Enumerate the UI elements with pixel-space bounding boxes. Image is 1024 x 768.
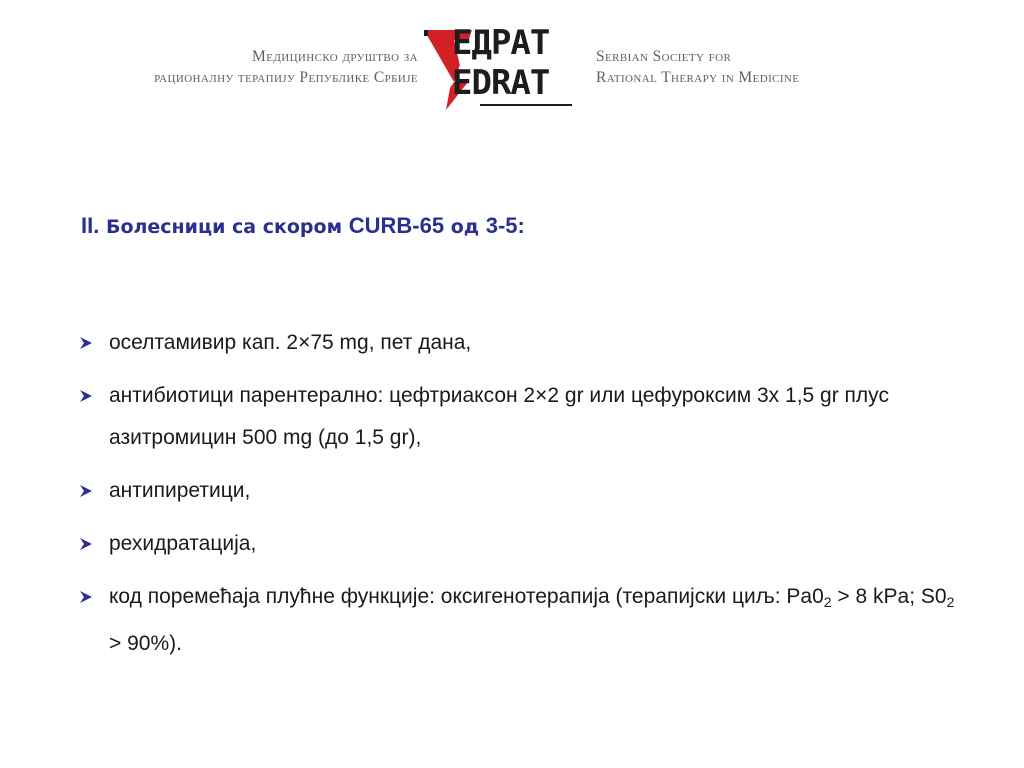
org-name-english-line1: Serbian Society for (596, 48, 732, 65)
list-item-text: рехидратација, (109, 532, 257, 555)
list-item-text: антипиретици, (109, 479, 251, 502)
list-item (78, 470, 958, 512)
list-item (78, 576, 958, 665)
list-item-text: антибиотици парентерално: цефтриаксон 2×2 gr или цефуроксим 3х 1,5 gr плус азитромицин 500 mg (до 1,5 gr), (109, 384, 889, 449)
list-item-text-c: > 90%). (109, 632, 182, 655)
logo-underline (480, 104, 572, 106)
subscript: 2 (946, 594, 955, 610)
list-item-text-a: код поремећаја плућне функције: оксигенотерапија (терапијски циљ: Pa0 (109, 585, 824, 608)
arrowhead-bullet-icon (78, 387, 94, 405)
arrowhead-bullet-icon (78, 482, 94, 500)
heading-text-2: од (444, 216, 486, 238)
logo-text-cyrillic: ЕДРАТ (452, 23, 550, 63)
org-name-serbian (154, 46, 418, 88)
arrowhead-bullet-icon (78, 535, 94, 553)
header (0, 0, 1024, 120)
heading-roman-numeral: II. (81, 213, 100, 238)
list-item-text-b: > 8 kPa; S0 (831, 585, 947, 608)
list-item-text (109, 585, 954, 655)
heading-text-1: Болесници са скором (99, 216, 349, 238)
org-name-english-line2: Rational Therapy in Medicine (596, 69, 800, 86)
subscript: 2 (823, 594, 832, 610)
org-name-english (596, 46, 799, 88)
list-item (78, 322, 958, 364)
org-name-serbian-line2: рационалну терапију Републике Србије (154, 69, 418, 86)
heading-score-name: CURB-65 (348, 213, 445, 238)
list-item-text: оселтамивир кап. 2×75 mg, пет дана, (109, 331, 472, 354)
list-item (78, 375, 958, 459)
arrowhead-bullet-icon (78, 334, 94, 352)
section-heading (81, 213, 525, 239)
treatment-list (78, 322, 958, 676)
logo-text-latin: EDRAT (452, 63, 550, 103)
list-item (78, 523, 958, 565)
org-name-serbian-line1: Медицинско друштво за (252, 48, 418, 65)
heading-score-range: 3-5: (485, 213, 525, 238)
medrat-logo (424, 23, 574, 112)
arrowhead-bullet-icon (78, 588, 94, 606)
